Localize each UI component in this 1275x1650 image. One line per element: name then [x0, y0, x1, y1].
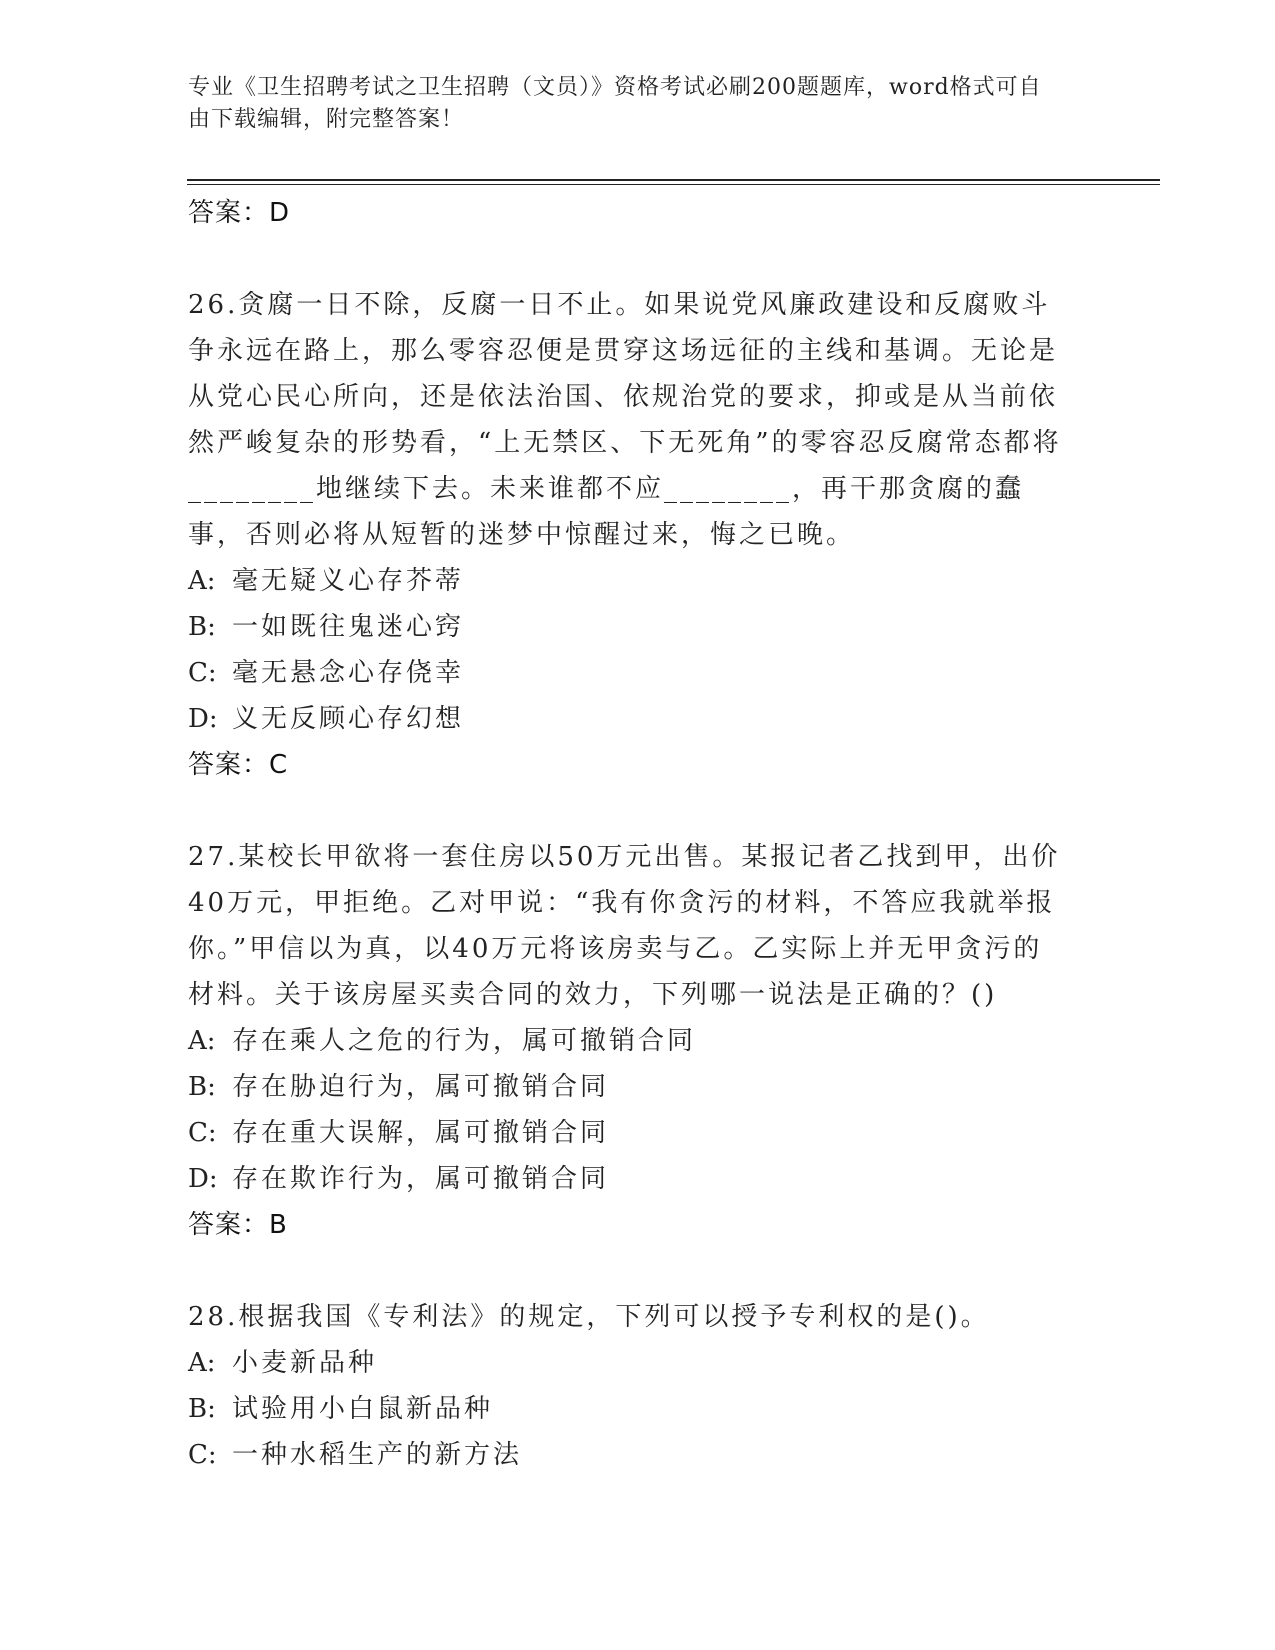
option-text: 毫无悬念心存侥幸	[232, 658, 465, 688]
option-text: 存在胁迫行为，属可撤销合同	[232, 1072, 610, 1102]
option-text: 一种水稻生产的新方法	[232, 1440, 523, 1470]
option-letter: A:	[188, 1026, 216, 1056]
option-letter: D:	[188, 704, 218, 734]
option-text: 义无反顾心存幻想	[232, 704, 465, 734]
option-letter: B:	[188, 1072, 216, 1102]
option-letter: A:	[188, 566, 216, 596]
option-d	[188, 696, 1088, 742]
option-text: 存在欺诈行为，属可撤销合同	[232, 1164, 610, 1194]
option-b	[188, 604, 1088, 650]
option-c	[188, 1432, 1088, 1478]
option-c	[188, 650, 1088, 696]
question-26: 26.贪腐一日不除，反腐一日不止。如果说党风廉政建设和反腐败斗争永远在路上，那么零容忍便是贯穿这场远征的主线和基调。无论是从党心民心所向，还是依法治国、依规治党的要求，抑或是从当前依然严峻复杂的形势看，“上无禁区、下无死角”的零容忍反腐常态都将________地继续下去。未来谁都不应________，再干那贪腐的蠢事，否则必将从短暂的迷梦中惊醒过来，悔之已晚。	[188, 290, 1062, 550]
answer-line: 答案：B	[188, 1210, 288, 1240]
option-text: 毫无疑义心存芥蒂	[232, 566, 465, 596]
option-d	[188, 1156, 1088, 1202]
option-letter: C:	[188, 1118, 217, 1148]
option-letter: B:	[188, 612, 216, 642]
option-text: 试验用小白鼠新品种	[232, 1394, 494, 1424]
header-divider-secondary	[187, 184, 1160, 185]
option-b	[188, 1386, 1088, 1432]
option-b	[188, 1064, 1088, 1110]
answer-line: 答案：C	[188, 750, 289, 780]
question-28: 28.根据我国《专利法》的规定，下列可以授予专利权的是()。	[188, 1302, 990, 1332]
option-text: 存在重大误解，属可撤销合同	[232, 1118, 610, 1148]
header-divider	[187, 179, 1160, 181]
option-text: 存在乘人之危的行为，属可撤销合同	[232, 1026, 697, 1056]
option-letter: A:	[188, 1348, 216, 1378]
option-a	[188, 1340, 1088, 1386]
option-letter: B:	[188, 1394, 216, 1424]
answer-line: 答案：D	[188, 198, 291, 228]
document-body	[188, 190, 1088, 1478]
option-c	[188, 1110, 1088, 1156]
option-text: 小麦新品种	[232, 1348, 378, 1378]
document-header: 专业《卫生招聘考试之卫生招聘（文员）》资格考试必刷200题题库，word格式可自由下载编辑，附完整答案！	[188, 75, 1042, 132]
option-text: 一如既往鬼迷心窍	[232, 612, 465, 642]
option-letter: C:	[188, 1440, 217, 1470]
option-letter: D:	[188, 1164, 218, 1194]
option-a	[188, 1018, 1088, 1064]
question-27: 27.某校长甲欲将一套住房以50万元出售。某报记者乙找到甲，出价40万元，甲拒绝。乙对甲说：“我有你贪污的材料，不答应我就举报你。”甲信以为真，以40万元将该房卖与乙。乙实际上并无甲贪污的材料。关于该房屋买卖合同的效力，下列哪一说法是正确的？()	[188, 842, 1061, 1010]
option-a	[188, 558, 1088, 604]
option-letter: C:	[188, 658, 217, 688]
